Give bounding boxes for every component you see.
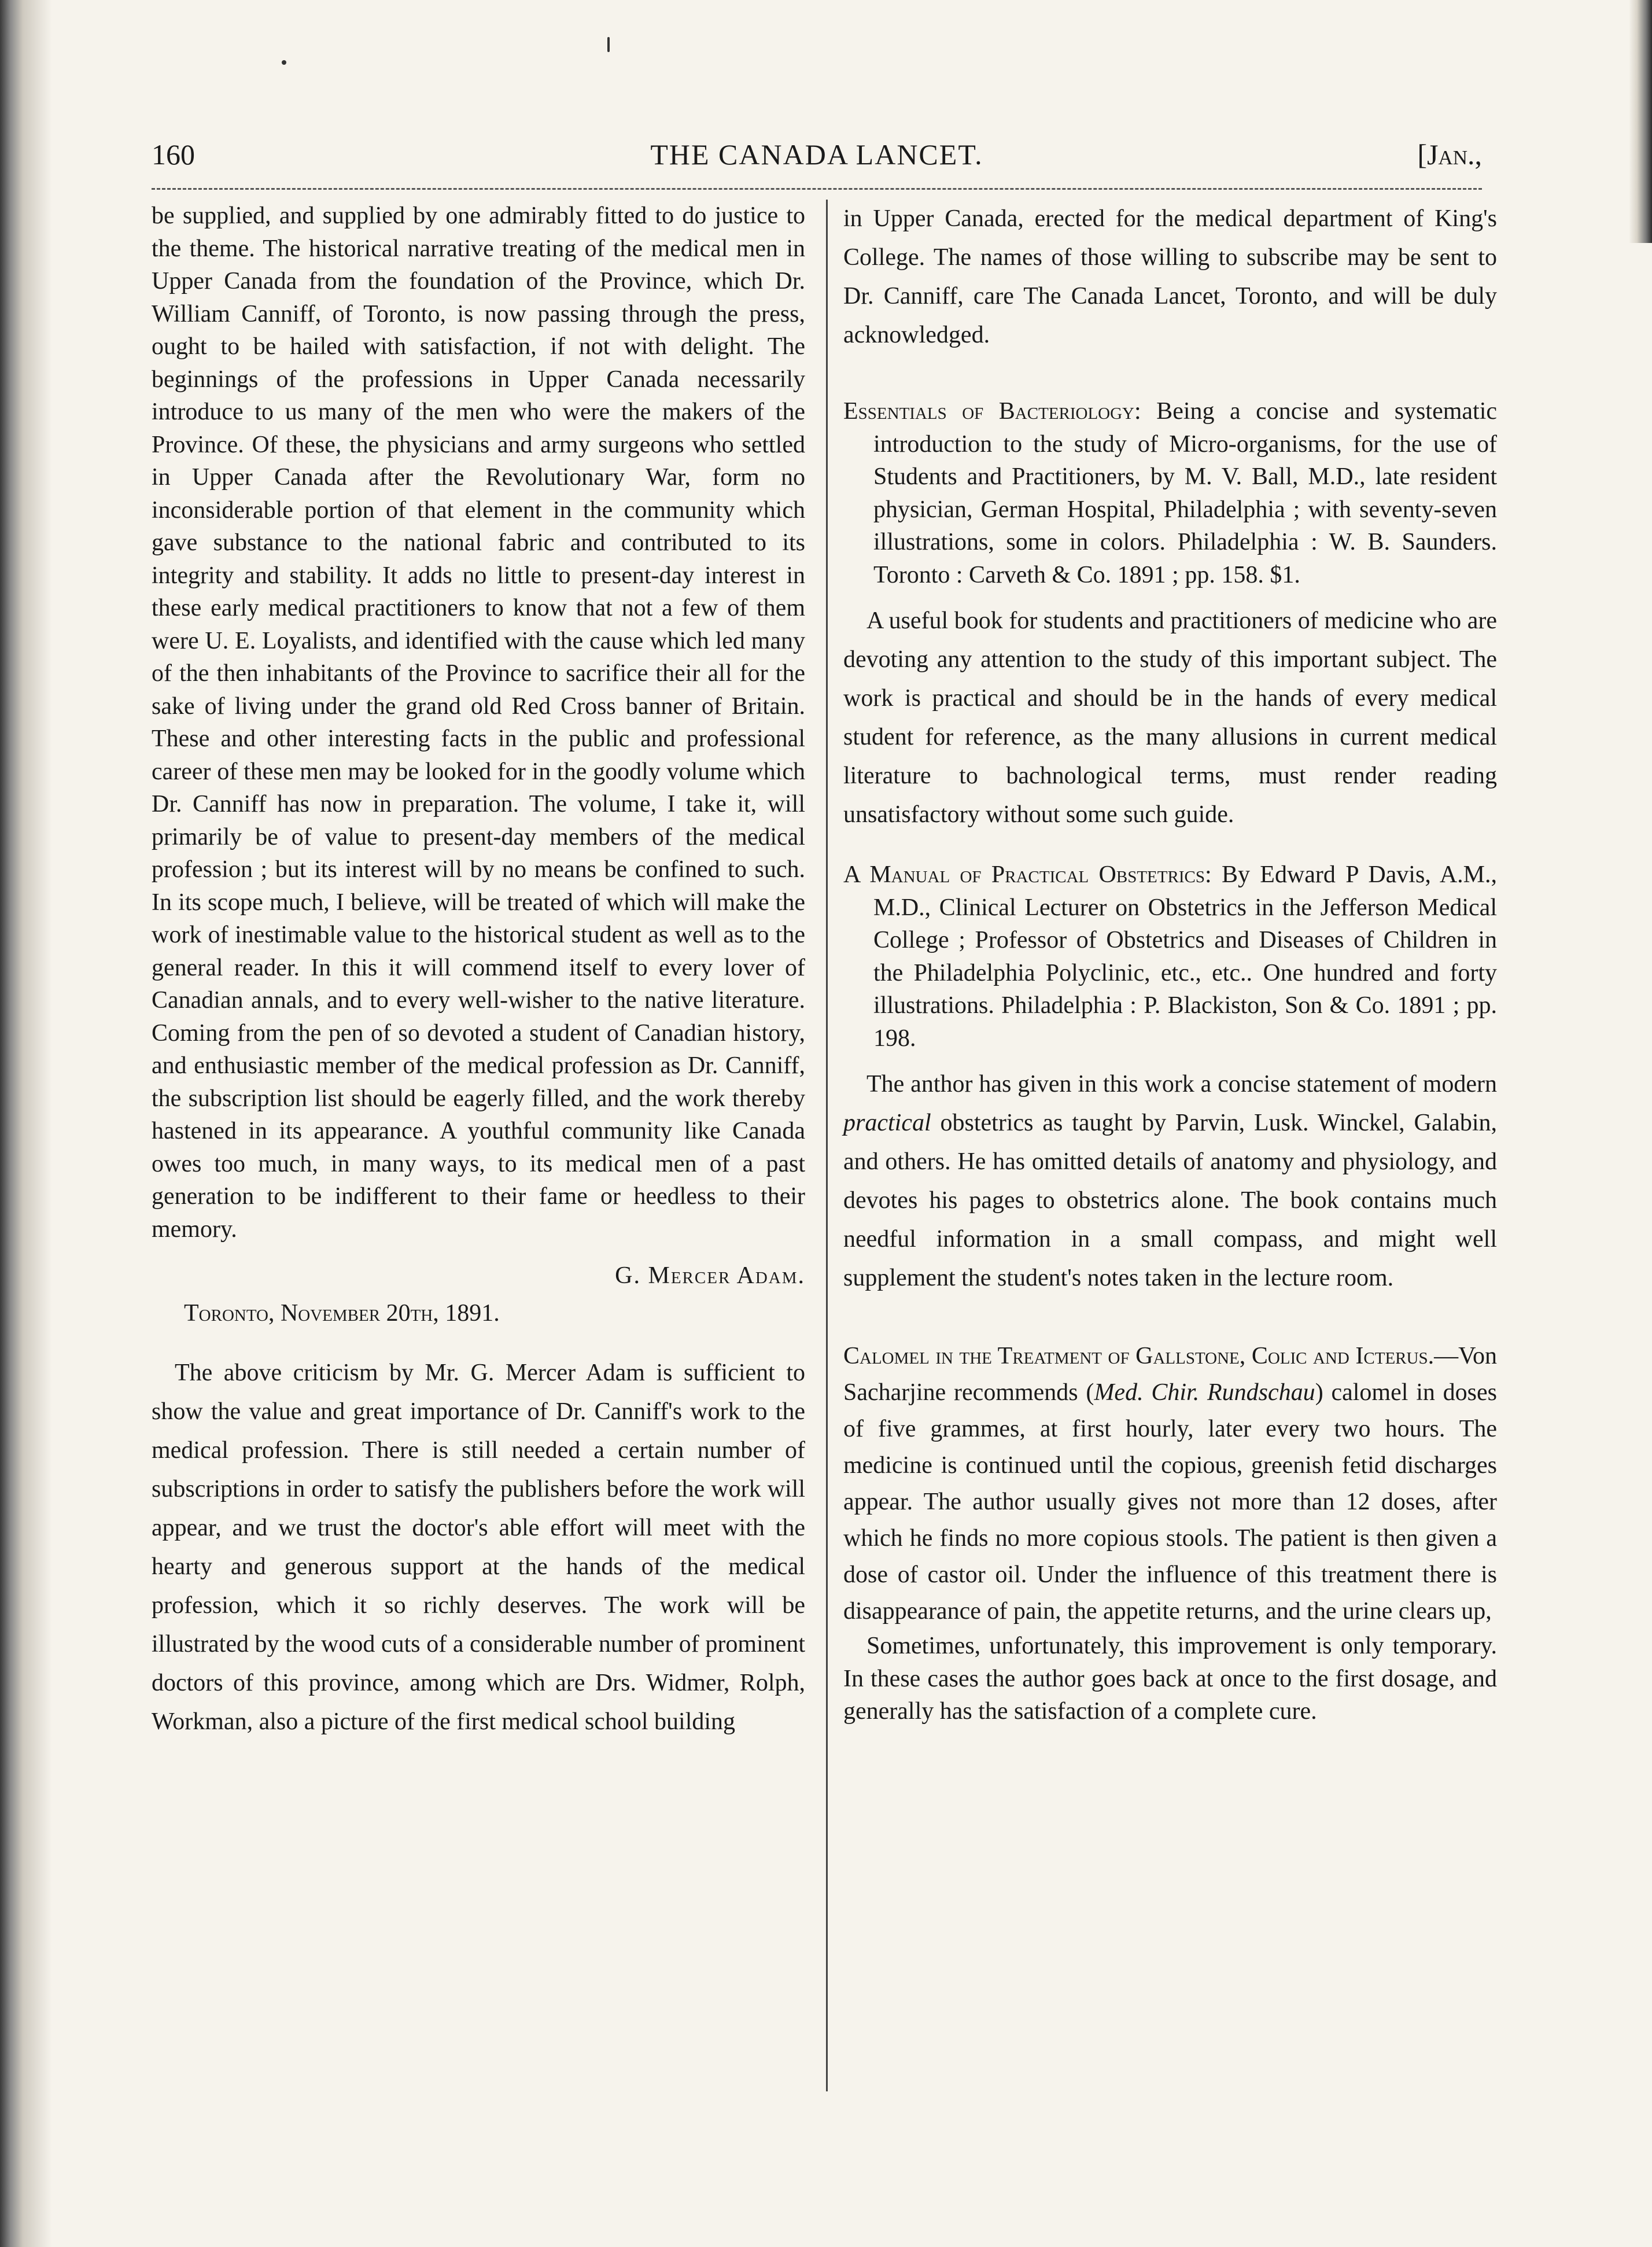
calomel-article-text-b: ) calomel in doses of five grammes, at first hourly, later every two hours. The medicine is continued until the copious, greenish fetid discharges appear. The author usually gives not more than 12 doses, after which he finds no more copious stools. The patient is then given a dose of castor oil. Under the influence of this treatment there is disappearance of pain, the appetite returns, and the urine clears up, — [843, 1379, 1497, 1625]
review-obstetrics-citation — [843, 859, 1497, 1055]
running-title: THE CANADA LANCET. — [650, 138, 983, 171]
column-divider — [826, 200, 828, 2091]
calomel-article-paragraph — [843, 1338, 1497, 1630]
calomel-article-text-a: —Von Sacharjine recommends ( — [843, 1343, 1497, 1406]
page-binding-shadow — [0, 0, 52, 2247]
editorial-note-paragraph: The above criticism by Mr. G. Mercer Adam is sufficient to show the value and great importance of Dr. Canniff's work to the medical profession. There is still needed a certain number of subscriptions in order to satisfy the publishers before the work will appear, and we trust the doctor's able effort will meet with the hearty and generous support at the hands of the medical profession, which it so richly deserves. The work will be illustrated by the wood cuts of a considerable number of prominent doctors of this province, among which are Drs. Widmer, Rolph, Workman, also a picture of the first medical school building — [152, 1360, 805, 1735]
signature: G. Mercer Adam. — [615, 1262, 805, 1289]
scan-mark — [607, 37, 610, 52]
subscription-note-paragraph: in Upper Canada, erected for the medical department of King's College. The names of those willing to subscribe may be sent to Dr. Canniff, care The Canada Lancet, Toronto, and will be duly acknowledged. — [843, 205, 1497, 348]
page-number: 160 — [152, 138, 195, 171]
review-bacteriology-body: A useful book for students and practitioners of medicine who are devoting any attention to the study of this important subject. The work is practical and should be in the hands of every medical student for reference, as the many allusions in current medical literature to bachnological terms, must render reading unsatisfactory without some such guide. — [843, 607, 1497, 828]
page-header — [152, 138, 1482, 184]
review-obstetrics-title: A Manual of Practical Obstetrics — [843, 861, 1205, 888]
calomel-article-title: Calomel in the Treatment of Gallstone, Colic and Icterus. — [843, 1343, 1435, 1369]
right-column — [843, 200, 1497, 1728]
left-column — [152, 200, 805, 1741]
running-date: [Jan., — [1417, 138, 1482, 171]
calomel-article-source: Med. Chir. Rundschau — [1094, 1379, 1315, 1406]
review-bacteriology-citation — [843, 395, 1497, 591]
dateline: Toronto, November 20th, 1891. — [184, 1299, 500, 1327]
review-obstetrics-emphasis: practical — [843, 1110, 931, 1136]
review-obstetrics-body — [843, 1065, 1497, 1298]
review-obstetrics-text-b: obstetrics as taught by Parvin, Lusk. Winckel, Galabin, and others. He has omitted details of anatomy and physiology, and devotes his pages to obstetrics alone. The book contains much needful information in a small compass, and might well supplement the student's notes taken in the lecture room. — [843, 1110, 1497, 1291]
review-obstetrics-details: : By Edward P Davis, A.M., M.D., Clinical Lecturer on Obstetrics in the Jefferson Medical College ; Professor of Obstetrics and Diseases of Children in the Philadelphia Polyclinic, etc., etc.. One hundred and forty illustrations. Philadelphia : P. Blackiston, Son & Co. 1891 ; pp. 198. — [873, 861, 1497, 1052]
review-obstetrics-text-a: The anthor has given in this work a concise statement of modern — [866, 1071, 1497, 1097]
header-rule — [152, 188, 1482, 190]
calomel-article-paragraph-2: Sometimes, unfortunately, this improvement is only temporary. In these cases the author goes back at once to the first dosage, and generally has the satisfaction of a complete cure. — [843, 1633, 1497, 1725]
page-corner-shadow — [1629, 0, 1652, 243]
scan-speck — [282, 60, 286, 65]
review-bacteriology-details: : Being a concise and systematic introduction to the study of Micro-organisms, for the use of Students and Practitioners, by M. V. Ball, M.D., late resident physician, German Hospital, Philadelphia ; with seventy-seven illustrations, some in colors. Philadelphia : W. B. Saunders. Toronto : Carveth & Co. 1891 ; pp. 158. $1. — [873, 398, 1497, 588]
canniff-review-paragraph: be supplied, and supplied by one admirably fitted to do justice to the theme. The historical narrative treating of the medical men in Upper Canada from the foundation of the Province, which Dr. William Canniff, of Toronto, is now passing through the press, ought to be hailed with satisfaction, if not with delight. The beginnings of the professions in Upper Canada necessarily introduce to us many of the men who were the makers of the Province. Of these, the physicians and army surgeons who settled in Upper Canada after the Revolutionary War, form no inconsiderable portion of that element in the community which gave substance to the national fabric and contributed to its integrity and stability. It adds no little to present-day interest in these early medical practitioners to know that not a few of them were U. E. Loyalists, and identified with the cause which led many of the then inhabitants of the Province to sacrifice their all for the sake of living under the grand old Red Cross banner of Britain. These and other interesting facts in the public and professional career of these men may be looked for in the goodly volume which Dr. Canniff has now in preparation. The volume, I take it, will primarily be of value to present-day members of the medical profession ; but its interest will by no means be confined to such. In its scope much, I believe, will be treated of which will make the work of inestimable value to the historical student as well as to the general reader. In this it will commend itself to every lover of Canadian annals, and to every well-wisher to the native literature. Coming from the pen of so devoted a student of Canadian history, and enthusiastic member of the medical profession as Dr. Canniff, the subscription list should be eagerly filled, and the work thereby hastened in its appearance. A youthful community like Canada owes too much, in many ways, to its medical men of a past generation to be indifferent to their fame or heedless to their memory. — [152, 202, 805, 1243]
review-bacteriology-title: Essentials of Bacteriology — [843, 398, 1135, 425]
